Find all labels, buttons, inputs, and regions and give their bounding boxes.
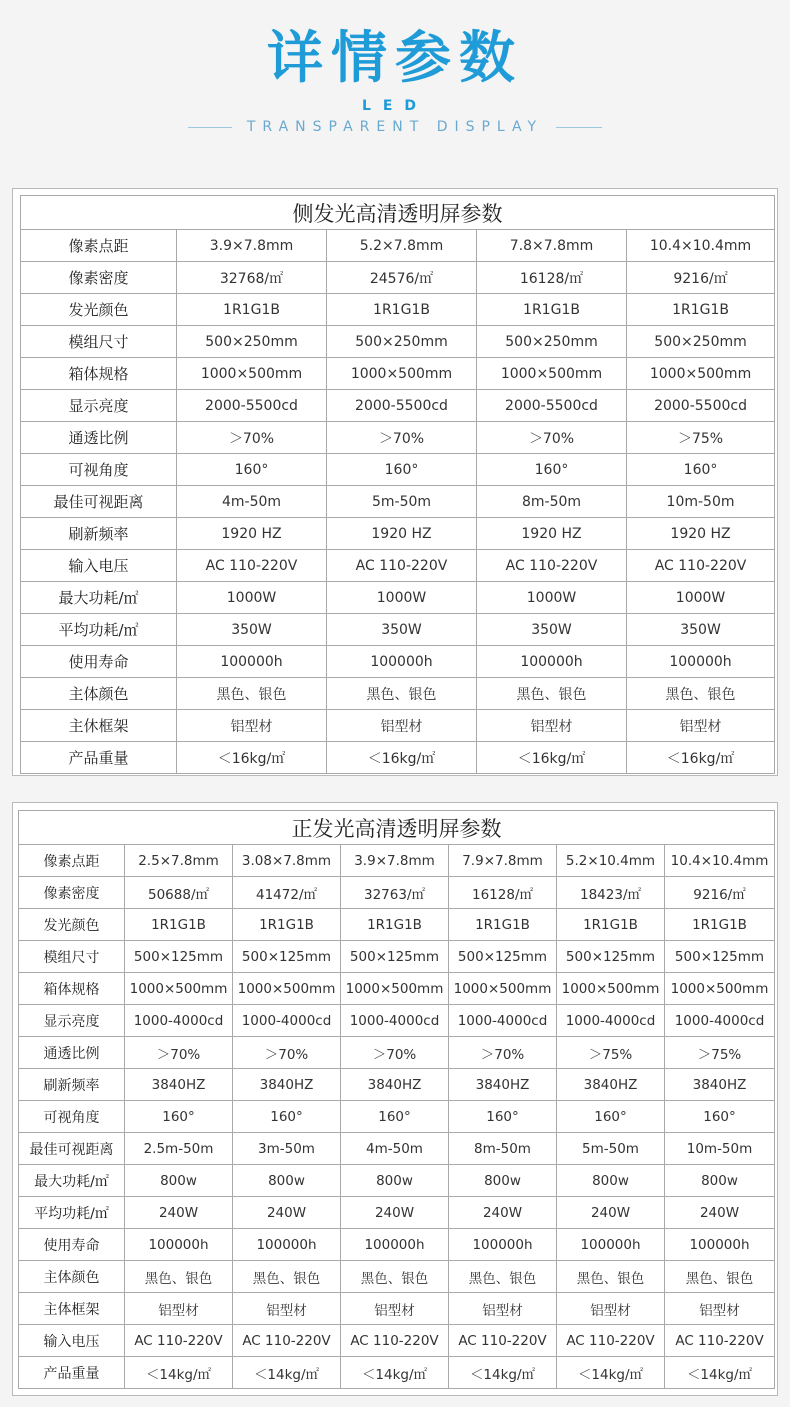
table-cell: 铝型材 bbox=[341, 1293, 449, 1325]
row-label: 可视角度 bbox=[19, 1101, 125, 1133]
row-label: 通透比例 bbox=[19, 1037, 125, 1069]
row-label: 产品重量 bbox=[21, 742, 177, 774]
row-label: 输入电压 bbox=[19, 1325, 125, 1357]
table-cell: 1000×500mm bbox=[177, 358, 327, 390]
table-row bbox=[19, 1101, 775, 1133]
table-cell: 100000h bbox=[177, 646, 327, 678]
row-label: 刷新频率 bbox=[21, 518, 177, 550]
table-cell: 1000×500mm bbox=[557, 973, 665, 1005]
table-cell: AC 110-220V bbox=[125, 1325, 233, 1357]
row-label: 平均功耗/㎡ bbox=[21, 614, 177, 646]
row-label: 使用寿命 bbox=[21, 646, 177, 678]
table-cell: 3.9×7.8mm bbox=[177, 230, 327, 262]
table-cell: 1920 HZ bbox=[477, 518, 627, 550]
table-cell: 24576/㎡ bbox=[327, 262, 477, 294]
table-cell: ＜14kg/㎡ bbox=[665, 1357, 775, 1389]
table-cell: 100000h bbox=[341, 1229, 449, 1261]
table-cell: 160° bbox=[327, 454, 477, 486]
row-label: 平均功耗/㎡ bbox=[19, 1197, 125, 1229]
table-row bbox=[21, 710, 775, 742]
table-cell: 350W bbox=[177, 614, 327, 646]
row-label: 产品重量 bbox=[19, 1357, 125, 1389]
row-label: 通透比例 bbox=[21, 422, 177, 454]
table-cell: 500×250mm bbox=[327, 326, 477, 358]
table-cell: 8m-50m bbox=[449, 1133, 557, 1165]
table-cell: 3m-50m bbox=[233, 1133, 341, 1165]
table-cell: AC 110-220V bbox=[177, 550, 327, 582]
table-title: 侧发光高清透明屏参数 bbox=[21, 196, 775, 230]
table-cell: 1000-4000cd bbox=[665, 1005, 775, 1037]
table-cell: 黑色、银色 bbox=[327, 678, 477, 710]
table-cell: 16128/㎡ bbox=[477, 262, 627, 294]
table-cell: AC 110-220V bbox=[557, 1325, 665, 1357]
table-cell: 1000×500mm bbox=[627, 358, 775, 390]
table-cell: 黑色、银色 bbox=[477, 678, 627, 710]
table-row bbox=[19, 1261, 775, 1293]
row-label: 显示亮度 bbox=[19, 1005, 125, 1037]
table-cell: 240W bbox=[341, 1197, 449, 1229]
table-cell: 240W bbox=[125, 1197, 233, 1229]
table-cell: 160° bbox=[177, 454, 327, 486]
table-cell: 3840HZ bbox=[665, 1069, 775, 1101]
table-cell: 9216/㎡ bbox=[665, 877, 775, 909]
table-row bbox=[21, 358, 775, 390]
table-row bbox=[19, 1325, 775, 1357]
table-cell: 160° bbox=[449, 1101, 557, 1133]
table-cell: 41472/㎡ bbox=[233, 877, 341, 909]
table-cell: 铝型材 bbox=[627, 710, 775, 742]
table-cell: 800w bbox=[557, 1165, 665, 1197]
row-label: 模组尺寸 bbox=[19, 941, 125, 973]
table-row bbox=[21, 742, 775, 774]
table-cell: 50688/㎡ bbox=[125, 877, 233, 909]
table-cell: 500×125mm bbox=[557, 941, 665, 973]
page-subtitle: TRANSPARENT DISPLAY bbox=[246, 119, 544, 135]
table-cell: 黑色、银色 bbox=[177, 678, 327, 710]
row-label: 像素点距 bbox=[21, 230, 177, 262]
table-row bbox=[21, 294, 775, 326]
table-cell: AC 110-220V bbox=[477, 550, 627, 582]
table-cell: 800w bbox=[125, 1165, 233, 1197]
table-cell: 铝型材 bbox=[233, 1293, 341, 1325]
table-cell: 500×125mm bbox=[665, 941, 775, 973]
table-cell: 黑色、银色 bbox=[233, 1261, 341, 1293]
table-row bbox=[21, 518, 775, 550]
table-cell: 160° bbox=[627, 454, 775, 486]
divider-right bbox=[556, 127, 602, 128]
table-row bbox=[19, 1229, 775, 1261]
table-cell: 9216/㎡ bbox=[627, 262, 775, 294]
table-cell: 160° bbox=[125, 1101, 233, 1133]
table-row bbox=[21, 486, 775, 518]
table-row bbox=[19, 941, 775, 973]
table-row bbox=[19, 877, 775, 909]
row-label: 可视角度 bbox=[21, 454, 177, 486]
table-cell: 黑色、银色 bbox=[449, 1261, 557, 1293]
table-cell: ＜14kg/㎡ bbox=[341, 1357, 449, 1389]
table-cell: ＜14kg/㎡ bbox=[449, 1357, 557, 1389]
table-cell: 铝型材 bbox=[177, 710, 327, 742]
table-row bbox=[21, 646, 775, 678]
table-cell: 1R1G1B bbox=[557, 909, 665, 941]
table-cell: 500×250mm bbox=[477, 326, 627, 358]
table-cell: 2000-5500cd bbox=[327, 390, 477, 422]
table-cell: 1000W bbox=[177, 582, 327, 614]
table-cell: AC 110-220V bbox=[449, 1325, 557, 1357]
table-cell: 1R1G1B bbox=[177, 294, 327, 326]
table-cell: 3.08×7.8mm bbox=[233, 845, 341, 877]
table-cell: 160° bbox=[341, 1101, 449, 1133]
table-cell: 4m-50m bbox=[177, 486, 327, 518]
table-cell: 2.5×7.8mm bbox=[125, 845, 233, 877]
table-cell: 1000-4000cd bbox=[341, 1005, 449, 1037]
table-cell: ＜16kg/㎡ bbox=[627, 742, 775, 774]
table-row bbox=[21, 230, 775, 262]
row-label: 像素点距 bbox=[19, 845, 125, 877]
table-cell: 10m-50m bbox=[627, 486, 775, 518]
side-emitting-spec-table bbox=[20, 195, 775, 774]
table-cell: 1R1G1B bbox=[627, 294, 775, 326]
table-cell: 1000W bbox=[327, 582, 477, 614]
table-cell: 240W bbox=[557, 1197, 665, 1229]
table-cell: 1000×500mm bbox=[125, 973, 233, 1005]
table-cell: 3840HZ bbox=[341, 1069, 449, 1101]
table-row bbox=[19, 909, 775, 941]
table-cell: 1R1G1B bbox=[477, 294, 627, 326]
table-row bbox=[21, 614, 775, 646]
table-cell: 3840HZ bbox=[125, 1069, 233, 1101]
table-cell: 5m-50m bbox=[327, 486, 477, 518]
table-row bbox=[19, 1069, 775, 1101]
table-row bbox=[21, 422, 775, 454]
front-emitting-spec-table bbox=[18, 810, 775, 1389]
table-row bbox=[19, 1133, 775, 1165]
table-row bbox=[19, 1005, 775, 1037]
table-cell: 800w bbox=[233, 1165, 341, 1197]
table-cell: ＞70% bbox=[341, 1037, 449, 1069]
table-cell: 铝型材 bbox=[125, 1293, 233, 1325]
table-cell: AC 110-220V bbox=[233, 1325, 341, 1357]
table-cell: 1R1G1B bbox=[233, 909, 341, 941]
table-cell: 16128/㎡ bbox=[449, 877, 557, 909]
table-row bbox=[19, 1197, 775, 1229]
table-cell: 240W bbox=[233, 1197, 341, 1229]
table-cell: AC 110-220V bbox=[341, 1325, 449, 1357]
table-cell: ＜16kg/㎡ bbox=[177, 742, 327, 774]
table-cell: 100000h bbox=[627, 646, 775, 678]
table-title: 正发光高清透明屏参数 bbox=[19, 811, 775, 845]
table-cell: 8m-50m bbox=[477, 486, 627, 518]
table-cell: 500×125mm bbox=[233, 941, 341, 973]
row-label: 显示亮度 bbox=[21, 390, 177, 422]
table-cell: 1000×500mm bbox=[449, 973, 557, 1005]
table-cell: ＞70% bbox=[449, 1037, 557, 1069]
table-cell: 100000h bbox=[233, 1229, 341, 1261]
row-label: 发光颜色 bbox=[19, 909, 125, 941]
table-row bbox=[19, 1165, 775, 1197]
table-cell: 500×125mm bbox=[449, 941, 557, 973]
table-cell: 1000-4000cd bbox=[557, 1005, 665, 1037]
row-label: 像素密度 bbox=[19, 877, 125, 909]
table-cell: 32763/㎡ bbox=[341, 877, 449, 909]
table-cell: 100000h bbox=[449, 1229, 557, 1261]
led-label: LED bbox=[361, 98, 429, 114]
table-cell: 1000-4000cd bbox=[233, 1005, 341, 1037]
table-cell: 350W bbox=[627, 614, 775, 646]
table-cell: 800w bbox=[341, 1165, 449, 1197]
table-cell: ＜14kg/㎡ bbox=[233, 1357, 341, 1389]
row-label: 主体颜色 bbox=[21, 678, 177, 710]
table-cell: 240W bbox=[449, 1197, 557, 1229]
table-cell: 5.2×7.8mm bbox=[327, 230, 477, 262]
table-cell: 2000-5500cd bbox=[627, 390, 775, 422]
table-cell: 1000-4000cd bbox=[449, 1005, 557, 1037]
table-row bbox=[19, 1037, 775, 1069]
row-label: 使用寿命 bbox=[19, 1229, 125, 1261]
table-cell: 1000×500mm bbox=[327, 358, 477, 390]
row-label: 主体颜色 bbox=[19, 1261, 125, 1293]
table-cell: 1000W bbox=[477, 582, 627, 614]
table-cell: 10.4×10.4mm bbox=[665, 845, 775, 877]
table-row bbox=[21, 262, 775, 294]
table-row bbox=[21, 326, 775, 358]
table-cell: 7.9×7.8mm bbox=[449, 845, 557, 877]
table-cell: 1000×500mm bbox=[341, 973, 449, 1005]
table-cell: 160° bbox=[665, 1101, 775, 1133]
table-cell: 2000-5500cd bbox=[477, 390, 627, 422]
table-cell: 3840HZ bbox=[449, 1069, 557, 1101]
table-cell: 1000-4000cd bbox=[125, 1005, 233, 1037]
table-cell: 1R1G1B bbox=[125, 909, 233, 941]
table-cell: 3.9×7.8mm bbox=[341, 845, 449, 877]
table-cell: 4m-50m bbox=[341, 1133, 449, 1165]
row-label: 发光颜色 bbox=[21, 294, 177, 326]
table-cell: 3840HZ bbox=[233, 1069, 341, 1101]
table-cell: ＜14kg/㎡ bbox=[557, 1357, 665, 1389]
table-cell: 1000×500mm bbox=[477, 358, 627, 390]
table-cell: 1R1G1B bbox=[341, 909, 449, 941]
table-row bbox=[19, 1293, 775, 1325]
table-row bbox=[19, 973, 775, 1005]
table-cell: 1000×500mm bbox=[233, 973, 341, 1005]
table-cell: 3840HZ bbox=[557, 1069, 665, 1101]
table-cell: 800w bbox=[449, 1165, 557, 1197]
table-cell: AC 110-220V bbox=[627, 550, 775, 582]
table-cell: 500×125mm bbox=[341, 941, 449, 973]
row-label: 最佳可视距离 bbox=[19, 1133, 125, 1165]
table-cell: ＞70% bbox=[477, 422, 627, 454]
table-cell: 350W bbox=[327, 614, 477, 646]
row-label: 刷新频率 bbox=[19, 1069, 125, 1101]
table-row bbox=[19, 1357, 775, 1389]
table-cell: 铝型材 bbox=[665, 1293, 775, 1325]
table-cell: 32768/㎡ bbox=[177, 262, 327, 294]
row-label: 主体框架 bbox=[19, 1293, 125, 1325]
row-label: 最大功耗/㎡ bbox=[19, 1165, 125, 1197]
table-cell: 铝型材 bbox=[449, 1293, 557, 1325]
table-cell: ＞70% bbox=[327, 422, 477, 454]
row-label: 最佳可视距离 bbox=[21, 486, 177, 518]
table-cell: 2000-5500cd bbox=[177, 390, 327, 422]
table-cell: ＞70% bbox=[125, 1037, 233, 1069]
table-cell: 500×250mm bbox=[627, 326, 775, 358]
table-cell: 1R1G1B bbox=[327, 294, 477, 326]
table-cell: 5.2×10.4mm bbox=[557, 845, 665, 877]
table-row bbox=[19, 845, 775, 877]
table-cell: ＞75% bbox=[627, 422, 775, 454]
table-cell: 1R1G1B bbox=[449, 909, 557, 941]
table-cell: 350W bbox=[477, 614, 627, 646]
table-cell: 100000h bbox=[557, 1229, 665, 1261]
table-cell: 5m-50m bbox=[557, 1133, 665, 1165]
table-cell: 1R1G1B bbox=[665, 909, 775, 941]
table-cell: 100000h bbox=[327, 646, 477, 678]
table-cell: 160° bbox=[477, 454, 627, 486]
table-cell: 黑色、银色 bbox=[665, 1261, 775, 1293]
table-cell: ＜16kg/㎡ bbox=[477, 742, 627, 774]
table-cell: AC 110-220V bbox=[327, 550, 477, 582]
row-label: 最大功耗/㎡ bbox=[21, 582, 177, 614]
table-cell: 黑色、银色 bbox=[125, 1261, 233, 1293]
row-label: 箱体规格 bbox=[19, 973, 125, 1005]
table-cell: 100000h bbox=[665, 1229, 775, 1261]
table-cell: 18423/㎡ bbox=[557, 877, 665, 909]
table-cell: 10m-50m bbox=[665, 1133, 775, 1165]
table-cell: AC 110-220V bbox=[665, 1325, 775, 1357]
table-cell: 100000h bbox=[125, 1229, 233, 1261]
table-cell: 铝型材 bbox=[327, 710, 477, 742]
table-cell: 1920 HZ bbox=[177, 518, 327, 550]
table-cell: 160° bbox=[557, 1101, 665, 1133]
row-label: 输入电压 bbox=[21, 550, 177, 582]
table-cell: 7.8×7.8mm bbox=[477, 230, 627, 262]
table-cell: 240W bbox=[665, 1197, 775, 1229]
table-row bbox=[21, 678, 775, 710]
table-cell: ＞70% bbox=[177, 422, 327, 454]
row-label: 箱体规格 bbox=[21, 358, 177, 390]
table-cell: ＞75% bbox=[557, 1037, 665, 1069]
table-cell: ＜16kg/㎡ bbox=[327, 742, 477, 774]
table-cell: ＜14kg/㎡ bbox=[125, 1357, 233, 1389]
table-cell: ＞70% bbox=[233, 1037, 341, 1069]
table-row bbox=[21, 454, 775, 486]
table-cell: 1920 HZ bbox=[627, 518, 775, 550]
table-cell: 黑色、银色 bbox=[627, 678, 775, 710]
table-cell: 1920 HZ bbox=[327, 518, 477, 550]
page-header bbox=[0, 0, 790, 180]
table-cell: 2.5m-50m bbox=[125, 1133, 233, 1165]
table-row bbox=[21, 550, 775, 582]
table-cell: 10.4×10.4mm bbox=[627, 230, 775, 262]
table-row bbox=[21, 390, 775, 422]
table-cell: 铝型材 bbox=[477, 710, 627, 742]
table-cell: 500×125mm bbox=[125, 941, 233, 973]
table-cell: 100000h bbox=[477, 646, 627, 678]
table-cell: 黑色、银色 bbox=[341, 1261, 449, 1293]
table-cell: 160° bbox=[233, 1101, 341, 1133]
table-row bbox=[21, 582, 775, 614]
table-cell: 1000W bbox=[627, 582, 775, 614]
row-label: 像素密度 bbox=[21, 262, 177, 294]
table-cell: 800w bbox=[665, 1165, 775, 1197]
table-cell: ＞75% bbox=[665, 1037, 775, 1069]
table-cell: 1000×500mm bbox=[665, 973, 775, 1005]
row-label: 主休框架 bbox=[21, 710, 177, 742]
table-cell: 铝型材 bbox=[557, 1293, 665, 1325]
table-cell: 500×250mm bbox=[177, 326, 327, 358]
row-label: 模组尺寸 bbox=[21, 326, 177, 358]
page-title: 详情参数 bbox=[267, 26, 523, 91]
table-cell: 黑色、银色 bbox=[557, 1261, 665, 1293]
